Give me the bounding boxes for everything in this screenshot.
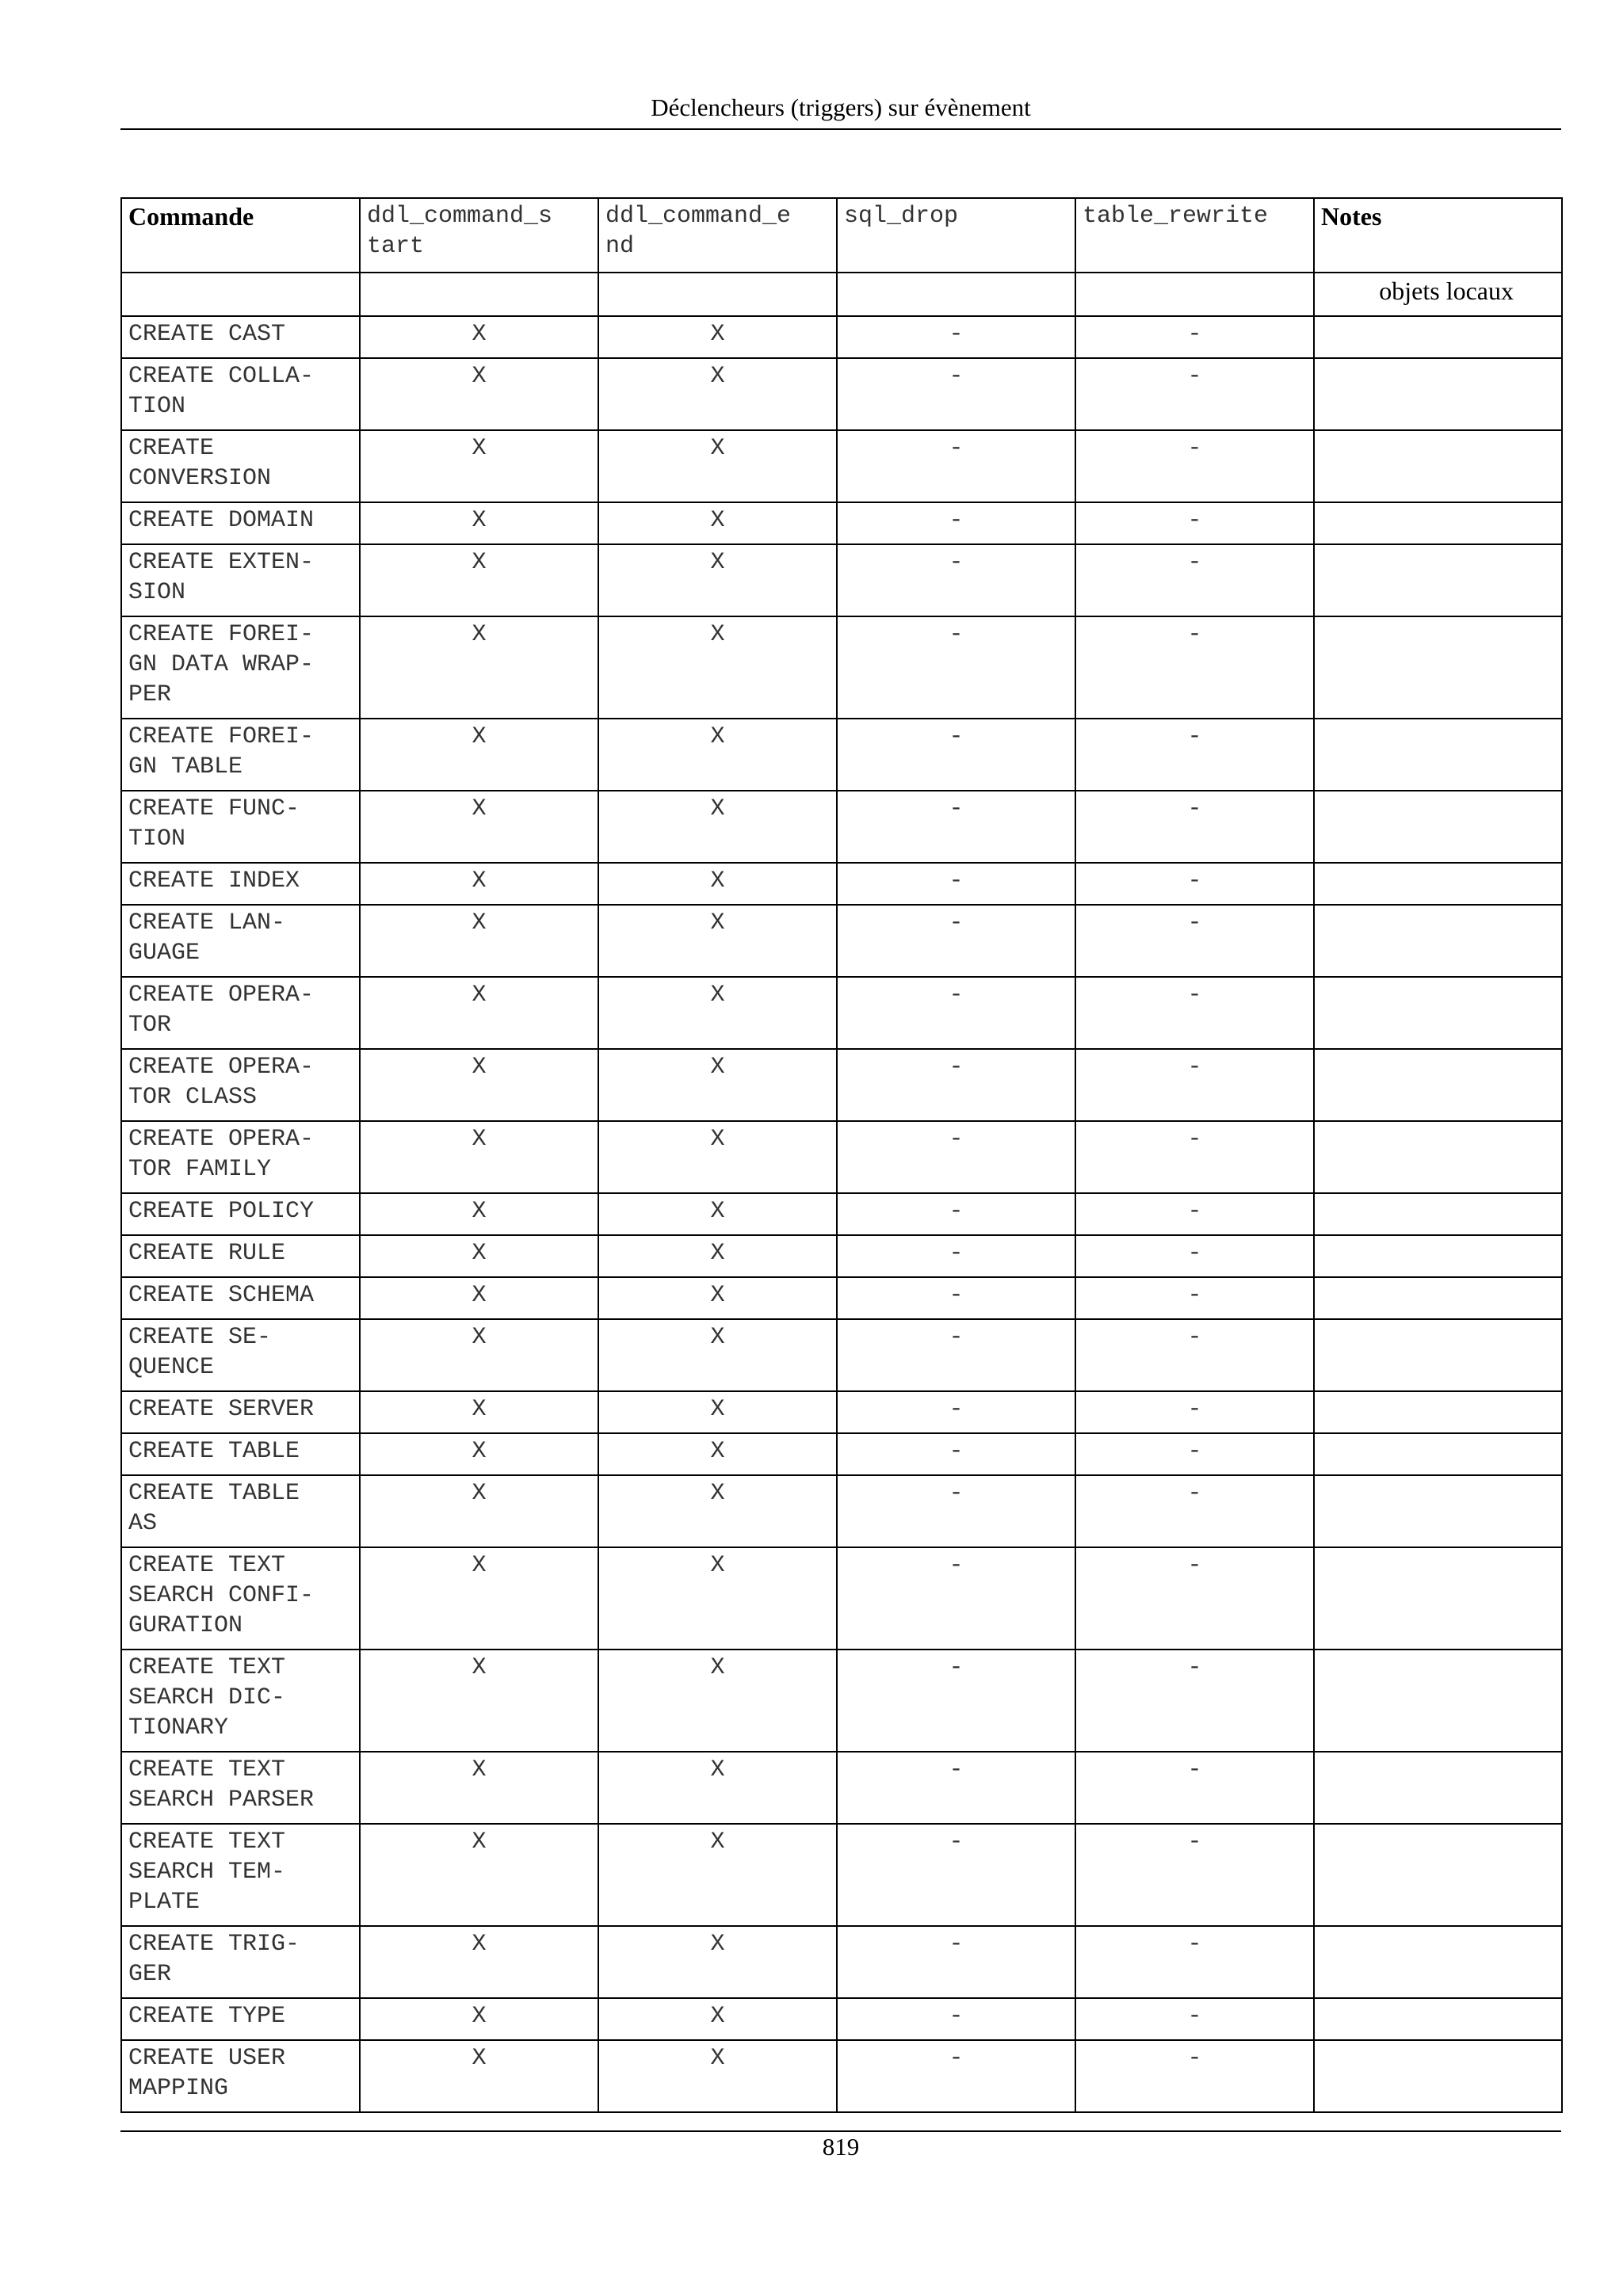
ddl-command-end-cell: X bbox=[598, 1752, 837, 1824]
ddl-command-end-cell: X bbox=[598, 1049, 837, 1121]
notes-cell bbox=[1314, 1824, 1562, 1926]
notes-cell bbox=[1314, 791, 1562, 863]
ddl-command-start-cell: X bbox=[360, 1319, 598, 1391]
table-rewrite-cell: - bbox=[1075, 1998, 1314, 2040]
sql-drop-cell: - bbox=[837, 2040, 1075, 2112]
notes-cell bbox=[1314, 2040, 1562, 2112]
ddl-command-start-cell: X bbox=[360, 1391, 598, 1433]
table-row bbox=[121, 316, 1562, 358]
ddl-command-end-cell: X bbox=[598, 905, 837, 977]
command-cell: CREATE SCHEMA bbox=[121, 1277, 360, 1319]
page-number: 819 bbox=[822, 2133, 860, 2161]
table-row bbox=[121, 1277, 1562, 1319]
command-cell: CREATE POLICY bbox=[121, 1193, 360, 1235]
sql-drop-cell: - bbox=[837, 1049, 1075, 1121]
notes-cell bbox=[1314, 502, 1562, 544]
notes-cell bbox=[1314, 1277, 1562, 1319]
command-cell: CREATE DOMAIN bbox=[121, 502, 360, 544]
ddl-command-end-cell: X bbox=[598, 977, 837, 1049]
column-header-sql-drop: sql_drop bbox=[837, 198, 1075, 273]
ddl-command-end-cell: X bbox=[598, 1319, 837, 1391]
ddl-command-start-cell: X bbox=[360, 1752, 598, 1824]
command-cell: CREATE TEXT SEARCH DIC- TIONARY bbox=[121, 1650, 360, 1752]
sql-drop-cell: - bbox=[837, 977, 1075, 1049]
table-row bbox=[121, 358, 1562, 430]
command-cell: CREATE TRIG- GER bbox=[121, 1926, 360, 1998]
notes-cell bbox=[1314, 1547, 1562, 1650]
ddl-command-end-cell: X bbox=[598, 2040, 837, 2112]
table-rewrite-cell: - bbox=[1075, 316, 1314, 358]
sql-drop-cell: - bbox=[837, 863, 1075, 905]
ddl-command-end-cell: X bbox=[598, 1824, 837, 1926]
notes-cell bbox=[1314, 1049, 1562, 1121]
command-cell: CREATE TEXT SEARCH TEM- PLATE bbox=[121, 1824, 360, 1926]
notes-cell bbox=[1314, 430, 1562, 502]
table-rewrite-cell: - bbox=[1075, 358, 1314, 430]
table-rewrite-cell: - bbox=[1075, 1193, 1314, 1235]
notes-cell bbox=[1314, 905, 1562, 977]
ddl-command-start-cell: X bbox=[360, 430, 598, 502]
empty-cell bbox=[121, 273, 360, 316]
table-row bbox=[121, 1121, 1562, 1193]
table-rewrite-cell: - bbox=[1075, 502, 1314, 544]
ddl-command-start-cell: X bbox=[360, 358, 598, 430]
sql-drop-cell: - bbox=[837, 1547, 1075, 1650]
header-text: ddl_command_e nd bbox=[605, 203, 792, 260]
table-rewrite-cell: - bbox=[1075, 1547, 1314, 1650]
command-cell: CREATE FUNC- TION bbox=[121, 791, 360, 863]
sql-drop-cell: - bbox=[837, 1752, 1075, 1824]
notes-cell bbox=[1314, 1998, 1562, 2040]
table-rewrite-cell: - bbox=[1075, 1752, 1314, 1824]
table-rewrite-cell: - bbox=[1075, 1824, 1314, 1926]
command-cell: CREATE CONVERSION bbox=[121, 430, 360, 502]
table-row bbox=[121, 1547, 1562, 1650]
table-row bbox=[121, 1650, 1562, 1752]
sql-drop-cell: - bbox=[837, 791, 1075, 863]
command-cell: CREATE OPERA- TOR CLASS bbox=[121, 1049, 360, 1121]
ddl-command-end-cell: X bbox=[598, 1433, 837, 1475]
command-cell: CREATE LAN- GUAGE bbox=[121, 905, 360, 977]
ddl-command-start-cell: X bbox=[360, 1433, 598, 1475]
command-cell: CREATE TEXT SEARCH CONFI- GURATION bbox=[121, 1547, 360, 1650]
column-header-commande: Commande bbox=[121, 198, 360, 273]
notes-cell bbox=[1314, 1752, 1562, 1824]
ddl-command-end-cell: X bbox=[598, 1547, 837, 1650]
event-trigger-table bbox=[120, 197, 1563, 2113]
table-row bbox=[121, 1235, 1562, 1277]
column-header-ddl-command-start bbox=[360, 198, 598, 273]
notes-cell bbox=[1314, 616, 1562, 719]
ddl-command-start-cell: X bbox=[360, 1277, 598, 1319]
command-cell: CREATE OPERA- TOR bbox=[121, 977, 360, 1049]
ddl-command-end-cell: X bbox=[598, 1926, 837, 1998]
command-cell: CREATE RULE bbox=[121, 1235, 360, 1277]
table-rewrite-cell: - bbox=[1075, 1319, 1314, 1391]
empty-cell bbox=[598, 273, 837, 316]
table-row bbox=[121, 616, 1562, 719]
table-rewrite-cell: - bbox=[1075, 1121, 1314, 1193]
sql-drop-cell: - bbox=[837, 1235, 1075, 1277]
table-row bbox=[121, 1752, 1562, 1824]
ddl-command-end-cell: X bbox=[598, 863, 837, 905]
sql-drop-cell: - bbox=[837, 616, 1075, 719]
command-cell: CREATE TEXT SEARCH PARSER bbox=[121, 1752, 360, 1824]
ddl-command-end-cell: X bbox=[598, 719, 837, 791]
table-rewrite-cell: - bbox=[1075, 1650, 1314, 1752]
sql-drop-cell: - bbox=[837, 905, 1075, 977]
notes-cell bbox=[1314, 1926, 1562, 1998]
ddl-command-end-cell: X bbox=[598, 544, 837, 616]
table-rewrite-cell: - bbox=[1075, 1926, 1314, 1998]
command-cell: CREATE TABLE bbox=[121, 1433, 360, 1475]
sql-drop-cell: - bbox=[837, 1433, 1075, 1475]
table-header-row bbox=[121, 198, 1562, 273]
table-rewrite-cell: - bbox=[1075, 1475, 1314, 1547]
empty-cell bbox=[837, 273, 1075, 316]
notes-cell bbox=[1314, 863, 1562, 905]
ddl-command-start-cell: X bbox=[360, 1193, 598, 1235]
notes-cell bbox=[1314, 977, 1562, 1049]
sql-drop-cell: - bbox=[837, 316, 1075, 358]
table-rewrite-cell: - bbox=[1075, 1049, 1314, 1121]
table-row bbox=[121, 2040, 1562, 2112]
column-header-notes: Notes bbox=[1314, 198, 1562, 273]
command-cell: CREATE CAST bbox=[121, 316, 360, 358]
column-header-ddl-command-end bbox=[598, 198, 837, 273]
ddl-command-end-cell: X bbox=[598, 1121, 837, 1193]
sql-drop-cell: - bbox=[837, 430, 1075, 502]
sql-drop-cell: - bbox=[837, 1319, 1075, 1391]
table-row bbox=[121, 1319, 1562, 1391]
sql-drop-cell: - bbox=[837, 1391, 1075, 1433]
ddl-command-start-cell: X bbox=[360, 1547, 598, 1650]
table-rewrite-cell: - bbox=[1075, 719, 1314, 791]
command-cell: CREATE OPERA- TOR FAMILY bbox=[121, 1121, 360, 1193]
ddl-command-start-cell: X bbox=[360, 544, 598, 616]
notes-cell bbox=[1314, 1193, 1562, 1235]
notes-cell bbox=[1314, 1391, 1562, 1433]
ddl-command-end-cell: X bbox=[598, 1277, 837, 1319]
table-rewrite-cell: - bbox=[1075, 863, 1314, 905]
notes-cell bbox=[1314, 1121, 1562, 1193]
page-header-title: Déclencheurs (triggers) sur évènement bbox=[651, 93, 1031, 121]
ddl-command-start-cell: X bbox=[360, 316, 598, 358]
header-divider bbox=[120, 128, 1561, 130]
sql-drop-cell: - bbox=[837, 1475, 1075, 1547]
ddl-command-start-cell: X bbox=[360, 719, 598, 791]
ddl-command-start-cell: X bbox=[360, 502, 598, 544]
sql-drop-cell: - bbox=[837, 719, 1075, 791]
ddl-command-start-cell: X bbox=[360, 1475, 598, 1547]
table-row bbox=[121, 1049, 1562, 1121]
table-rewrite-cell: - bbox=[1075, 977, 1314, 1049]
sql-drop-cell: - bbox=[837, 1926, 1075, 1998]
ddl-command-end-cell: X bbox=[598, 1235, 837, 1277]
sql-drop-cell: - bbox=[837, 1824, 1075, 1926]
notes-cell bbox=[1314, 1650, 1562, 1752]
sql-drop-cell: - bbox=[837, 1998, 1075, 2040]
ddl-command-end-cell: X bbox=[598, 791, 837, 863]
table-row bbox=[121, 791, 1562, 863]
ddl-command-start-cell: X bbox=[360, 1235, 598, 1277]
command-cell: CREATE EXTEN- SION bbox=[121, 544, 360, 616]
ddl-command-start-cell: X bbox=[360, 1121, 598, 1193]
sql-drop-cell: - bbox=[837, 1277, 1075, 1319]
notes-cell bbox=[1314, 358, 1562, 430]
sql-drop-cell: - bbox=[837, 502, 1075, 544]
command-cell: CREATE SERVER bbox=[121, 1391, 360, 1433]
ddl-command-end-cell: X bbox=[598, 1998, 837, 2040]
table-subheader-row bbox=[121, 273, 1562, 316]
ddl-command-end-cell: X bbox=[598, 430, 837, 502]
ddl-command-start-cell: X bbox=[360, 1824, 598, 1926]
ddl-command-end-cell: X bbox=[598, 616, 837, 719]
table-row bbox=[121, 1391, 1562, 1433]
notes-cell bbox=[1314, 719, 1562, 791]
table-rewrite-cell: - bbox=[1075, 430, 1314, 502]
table-row bbox=[121, 863, 1562, 905]
ddl-command-end-cell: X bbox=[598, 1475, 837, 1547]
table-rewrite-cell: - bbox=[1075, 1235, 1314, 1277]
table-row bbox=[121, 719, 1562, 791]
ddl-command-start-cell: X bbox=[360, 791, 598, 863]
ddl-command-start-cell: X bbox=[360, 616, 598, 719]
command-cell: CREATE SE- QUENCE bbox=[121, 1319, 360, 1391]
sql-drop-cell: - bbox=[837, 1650, 1075, 1752]
ddl-command-end-cell: X bbox=[598, 502, 837, 544]
ddl-command-start-cell: X bbox=[360, 2040, 598, 2112]
empty-cell bbox=[360, 273, 598, 316]
command-cell: CREATE INDEX bbox=[121, 863, 360, 905]
ddl-command-end-cell: X bbox=[598, 1193, 837, 1235]
empty-cell bbox=[1075, 273, 1314, 316]
sql-drop-cell: - bbox=[837, 358, 1075, 430]
table-rewrite-cell: - bbox=[1075, 616, 1314, 719]
command-cell: CREATE COLLA- TION bbox=[121, 358, 360, 430]
table-body bbox=[121, 198, 1562, 2112]
command-cell: CREATE TYPE bbox=[121, 1998, 360, 2040]
table-row bbox=[121, 1433, 1562, 1475]
command-cell: CREATE FOREI- GN TABLE bbox=[121, 719, 360, 791]
sql-drop-cell: - bbox=[837, 1193, 1075, 1235]
table-row bbox=[121, 977, 1562, 1049]
table-row bbox=[121, 544, 1562, 616]
ddl-command-start-cell: X bbox=[360, 1926, 598, 1998]
table-row bbox=[121, 430, 1562, 502]
ddl-command-start-cell: X bbox=[360, 1650, 598, 1752]
command-cell: CREATE USER MAPPING bbox=[121, 2040, 360, 2112]
sql-drop-cell: - bbox=[837, 1121, 1075, 1193]
ddl-command-start-cell: X bbox=[360, 863, 598, 905]
notes-cell bbox=[1314, 1475, 1562, 1547]
ddl-command-end-cell: X bbox=[598, 358, 837, 430]
table-row bbox=[121, 1926, 1562, 1998]
sql-drop-cell: - bbox=[837, 544, 1075, 616]
ddl-command-start-cell: X bbox=[360, 1998, 598, 2040]
table-rewrite-cell: - bbox=[1075, 791, 1314, 863]
table-row bbox=[121, 905, 1562, 977]
ddl-command-start-cell: X bbox=[360, 905, 598, 977]
notes-cell bbox=[1314, 316, 1562, 358]
notes-cell bbox=[1314, 1433, 1562, 1475]
notes-subheader: objets locaux bbox=[1314, 273, 1562, 316]
notes-cell bbox=[1314, 1319, 1562, 1391]
table-row bbox=[121, 1998, 1562, 2040]
ddl-command-end-cell: X bbox=[598, 1391, 837, 1433]
notes-cell bbox=[1314, 1235, 1562, 1277]
table-row bbox=[121, 1475, 1562, 1547]
table-rewrite-cell: - bbox=[1075, 1277, 1314, 1319]
table-rewrite-cell: - bbox=[1075, 1391, 1314, 1433]
table-row bbox=[121, 502, 1562, 544]
ddl-command-end-cell: X bbox=[598, 1650, 837, 1752]
footer-divider bbox=[120, 2130, 1561, 2132]
ddl-command-start-cell: X bbox=[360, 977, 598, 1049]
column-header-table-rewrite: table_rewrite bbox=[1075, 198, 1314, 273]
header-text: ddl_command_s tart bbox=[367, 203, 553, 260]
ddl-command-start-cell: X bbox=[360, 1049, 598, 1121]
table-rewrite-cell: - bbox=[1075, 1433, 1314, 1475]
table-rewrite-cell: - bbox=[1075, 544, 1314, 616]
table-rewrite-cell: - bbox=[1075, 2040, 1314, 2112]
command-cell: CREATE FOREI- GN DATA WRAP- PER bbox=[121, 616, 360, 719]
notes-cell bbox=[1314, 544, 1562, 616]
ddl-command-end-cell: X bbox=[598, 316, 837, 358]
table-row bbox=[121, 1824, 1562, 1926]
command-cell: CREATE TABLE AS bbox=[121, 1475, 360, 1547]
table-rewrite-cell: - bbox=[1075, 905, 1314, 977]
table-row bbox=[121, 1193, 1562, 1235]
